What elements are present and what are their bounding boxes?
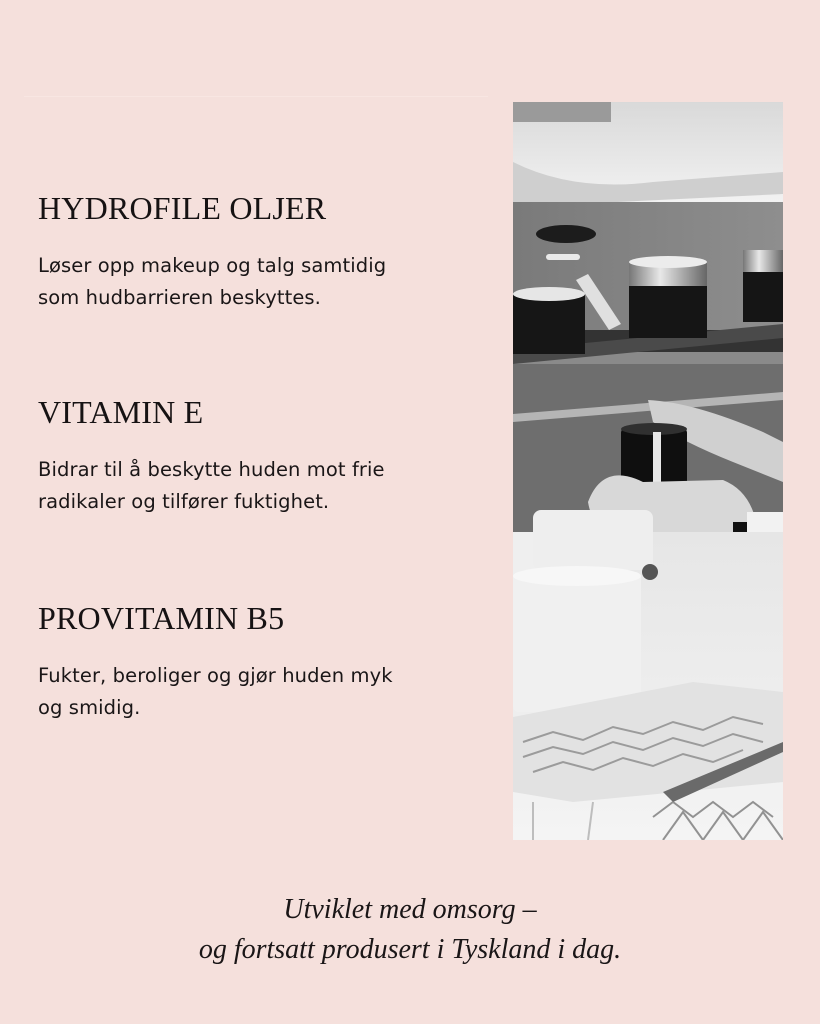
ingredient-description <box>38 454 508 518</box>
ingredient-description <box>38 660 508 724</box>
ingredient-title: HYDROFILE OLJER <box>38 190 327 226</box>
ingredient-hydrofile-oljer <box>38 188 508 314</box>
production-photo <box>513 102 783 840</box>
ingredient-description <box>38 250 508 314</box>
ingredient-provitamin-b5 <box>38 598 508 724</box>
description-line: Bidrar til å beskytte huden mot frie <box>38 458 385 481</box>
tagline-line-2: og fortsatt produsert i Tyskland i dag. <box>198 934 622 965</box>
ingredient-title: VITAMIN E <box>38 394 204 430</box>
tagline-line-1: Utviklet med omsorg – <box>283 894 537 925</box>
ingredient-title: PROVITAMIN B5 <box>38 600 285 636</box>
divider-line <box>24 96 488 97</box>
description-line: og smidig. <box>38 696 141 719</box>
ingredient-vitamin-e <box>38 392 508 518</box>
description-line: Løser opp makeup og talg samtidig <box>38 254 387 277</box>
description-line: Fukter, beroliger og gjør huden myk <box>38 664 393 687</box>
description-line: som hudbarrieren beskyttes. <box>38 286 321 309</box>
description-line: radikaler og tilfører fuktighet. <box>38 490 330 513</box>
tagline <box>0 890 820 970</box>
